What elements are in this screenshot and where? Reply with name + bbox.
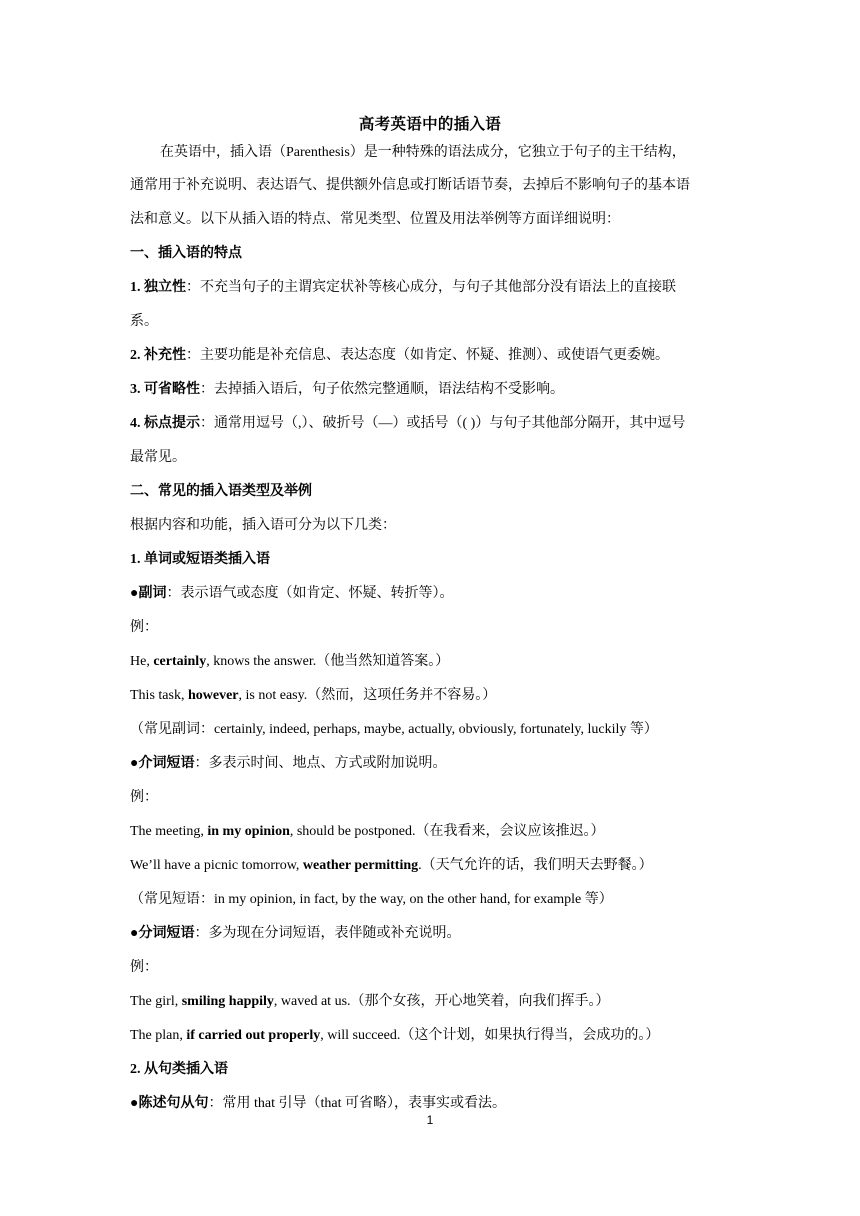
page-title: 高考英语中的插入语 bbox=[358, 116, 502, 133]
section-1-heading: 一、插入语的特点 bbox=[130, 246, 242, 261]
common-words-note: （常见副词：certainly, indeed, perhaps, maybe, actually, obviously, fortunately, luckily 等） bbox=[130, 722, 658, 737]
example-text: , knows the answer.（他当然知道答案。） bbox=[206, 654, 450, 669]
feature-item-2 bbox=[130, 346, 730, 366]
feature-text: ：不充当句子的主谓宾定状补等核心成分，与句子其他部分没有语法上的直接联 bbox=[186, 280, 676, 295]
example-text: , is not easy.（然而，这项任务并不容易。） bbox=[238, 688, 497, 703]
example-text: We’ll have a picnic tomorrow, bbox=[130, 858, 303, 873]
prep-category bbox=[130, 754, 730, 774]
feature-label: 1. 独立性 bbox=[130, 280, 186, 295]
intro-line-1: 在英语中，插入语（Parenthesis）是一种特殊的语法成分，它独立于句子的主干结构， bbox=[160, 145, 686, 160]
participle-category bbox=[130, 924, 730, 944]
example-text: The meeting, bbox=[130, 824, 208, 839]
page-number: 1 bbox=[426, 1113, 434, 1127]
subsection-2-heading: 2. 从句类插入语 bbox=[130, 1062, 228, 1077]
feature-label: 4. 标点提示 bbox=[130, 416, 200, 431]
feature-item-4-cont: 最常见。 bbox=[130, 450, 186, 465]
adverb-category bbox=[130, 584, 730, 604]
example-sentence bbox=[130, 992, 730, 1012]
feature-text: ：主要功能是补充信息、表达态度（如肯定、怀疑、推测）、或使语气更委婉。 bbox=[186, 348, 669, 363]
example-sentence bbox=[130, 686, 730, 706]
example-text: , should be postponed.（在我看来，会议应该推迟。） bbox=[289, 824, 605, 839]
intro-line-3: 法和意义。以下从插入语的特点、常见类型、位置及用法举例等方面详细说明： bbox=[130, 212, 620, 227]
example-parenthesis: if carried out properly bbox=[186, 1028, 321, 1043]
example-sentence bbox=[130, 652, 730, 672]
intro-line-2: 通常用于补充说明、表达语气、提供额外信息或打断话语节奏，去掉后不影响句子的基本语 bbox=[130, 178, 690, 193]
example-text: He, bbox=[130, 654, 154, 669]
section-2-heading: 二、常见的插入语类型及举例 bbox=[130, 484, 312, 499]
category-desc: ：多表示时间、地点、方式或附加说明。 bbox=[194, 756, 447, 771]
category-label: ●分词短语 bbox=[130, 926, 195, 941]
example-sentence bbox=[130, 822, 730, 842]
category-desc: ：表示语气或态度（如肯定、怀疑、转折等）。 bbox=[166, 586, 454, 601]
example-text: The girl, bbox=[130, 994, 182, 1009]
example-text: .（天气允许的话，我们明天去野餐。） bbox=[418, 858, 653, 873]
example-label: 例： bbox=[130, 790, 158, 805]
clause-category bbox=[130, 1094, 730, 1114]
example-parenthesis: weather permitting bbox=[302, 858, 419, 873]
example-text: The plan, bbox=[130, 1028, 187, 1043]
example-parenthesis: however bbox=[187, 688, 239, 703]
example-text: , will succeed.（这个计划，如果执行得当，会成功的。） bbox=[320, 1028, 660, 1043]
feature-text: ：通常用逗号（,）、破折号（—）或括号（( )）与句子其他部分隔开，其中逗号 bbox=[200, 416, 686, 431]
common-phrases-note: （常见短语：in my opinion, in fact, by the way, on the other hand, for example 等） bbox=[130, 892, 613, 907]
example-text: , waved at us.（那个女孩，开心地笑着，向我们挥手。） bbox=[273, 994, 610, 1009]
feature-label: 2. 补充性 bbox=[130, 348, 186, 363]
example-text: This task, bbox=[130, 688, 188, 703]
category-label: ●陈述句从句 bbox=[130, 1096, 209, 1111]
category-desc: ：常用 that 引导（that 可省略），表事实或看法。 bbox=[208, 1096, 506, 1111]
feature-item-4 bbox=[130, 414, 730, 434]
feature-item-3 bbox=[130, 380, 730, 400]
example-parenthesis: in my opinion bbox=[207, 824, 290, 839]
example-parenthesis: certainly bbox=[153, 654, 207, 669]
example-parenthesis: smiling happily bbox=[181, 994, 274, 1009]
feature-item-1 bbox=[130, 278, 730, 298]
example-sentence bbox=[130, 856, 730, 876]
subsection-1-heading: 1. 单词或短语类插入语 bbox=[130, 552, 270, 567]
category-label: ●介词短语 bbox=[130, 756, 195, 771]
example-sentence bbox=[130, 1026, 730, 1046]
feature-label: 3. 可省略性 bbox=[130, 382, 200, 397]
example-label: 例： bbox=[130, 620, 158, 635]
category-label: ●副词 bbox=[130, 586, 167, 601]
feature-item-1-cont: 系。 bbox=[130, 314, 158, 329]
feature-text: ：去掉插入语后，句子依然完整通顺，语法结构不受影响。 bbox=[200, 382, 564, 397]
category-desc: ：多为现在分词短语，表伴随或补充说明。 bbox=[194, 926, 461, 941]
example-label: 例： bbox=[130, 960, 158, 975]
section-2-lead: 根据内容和功能，插入语可分为以下几类： bbox=[130, 518, 396, 533]
